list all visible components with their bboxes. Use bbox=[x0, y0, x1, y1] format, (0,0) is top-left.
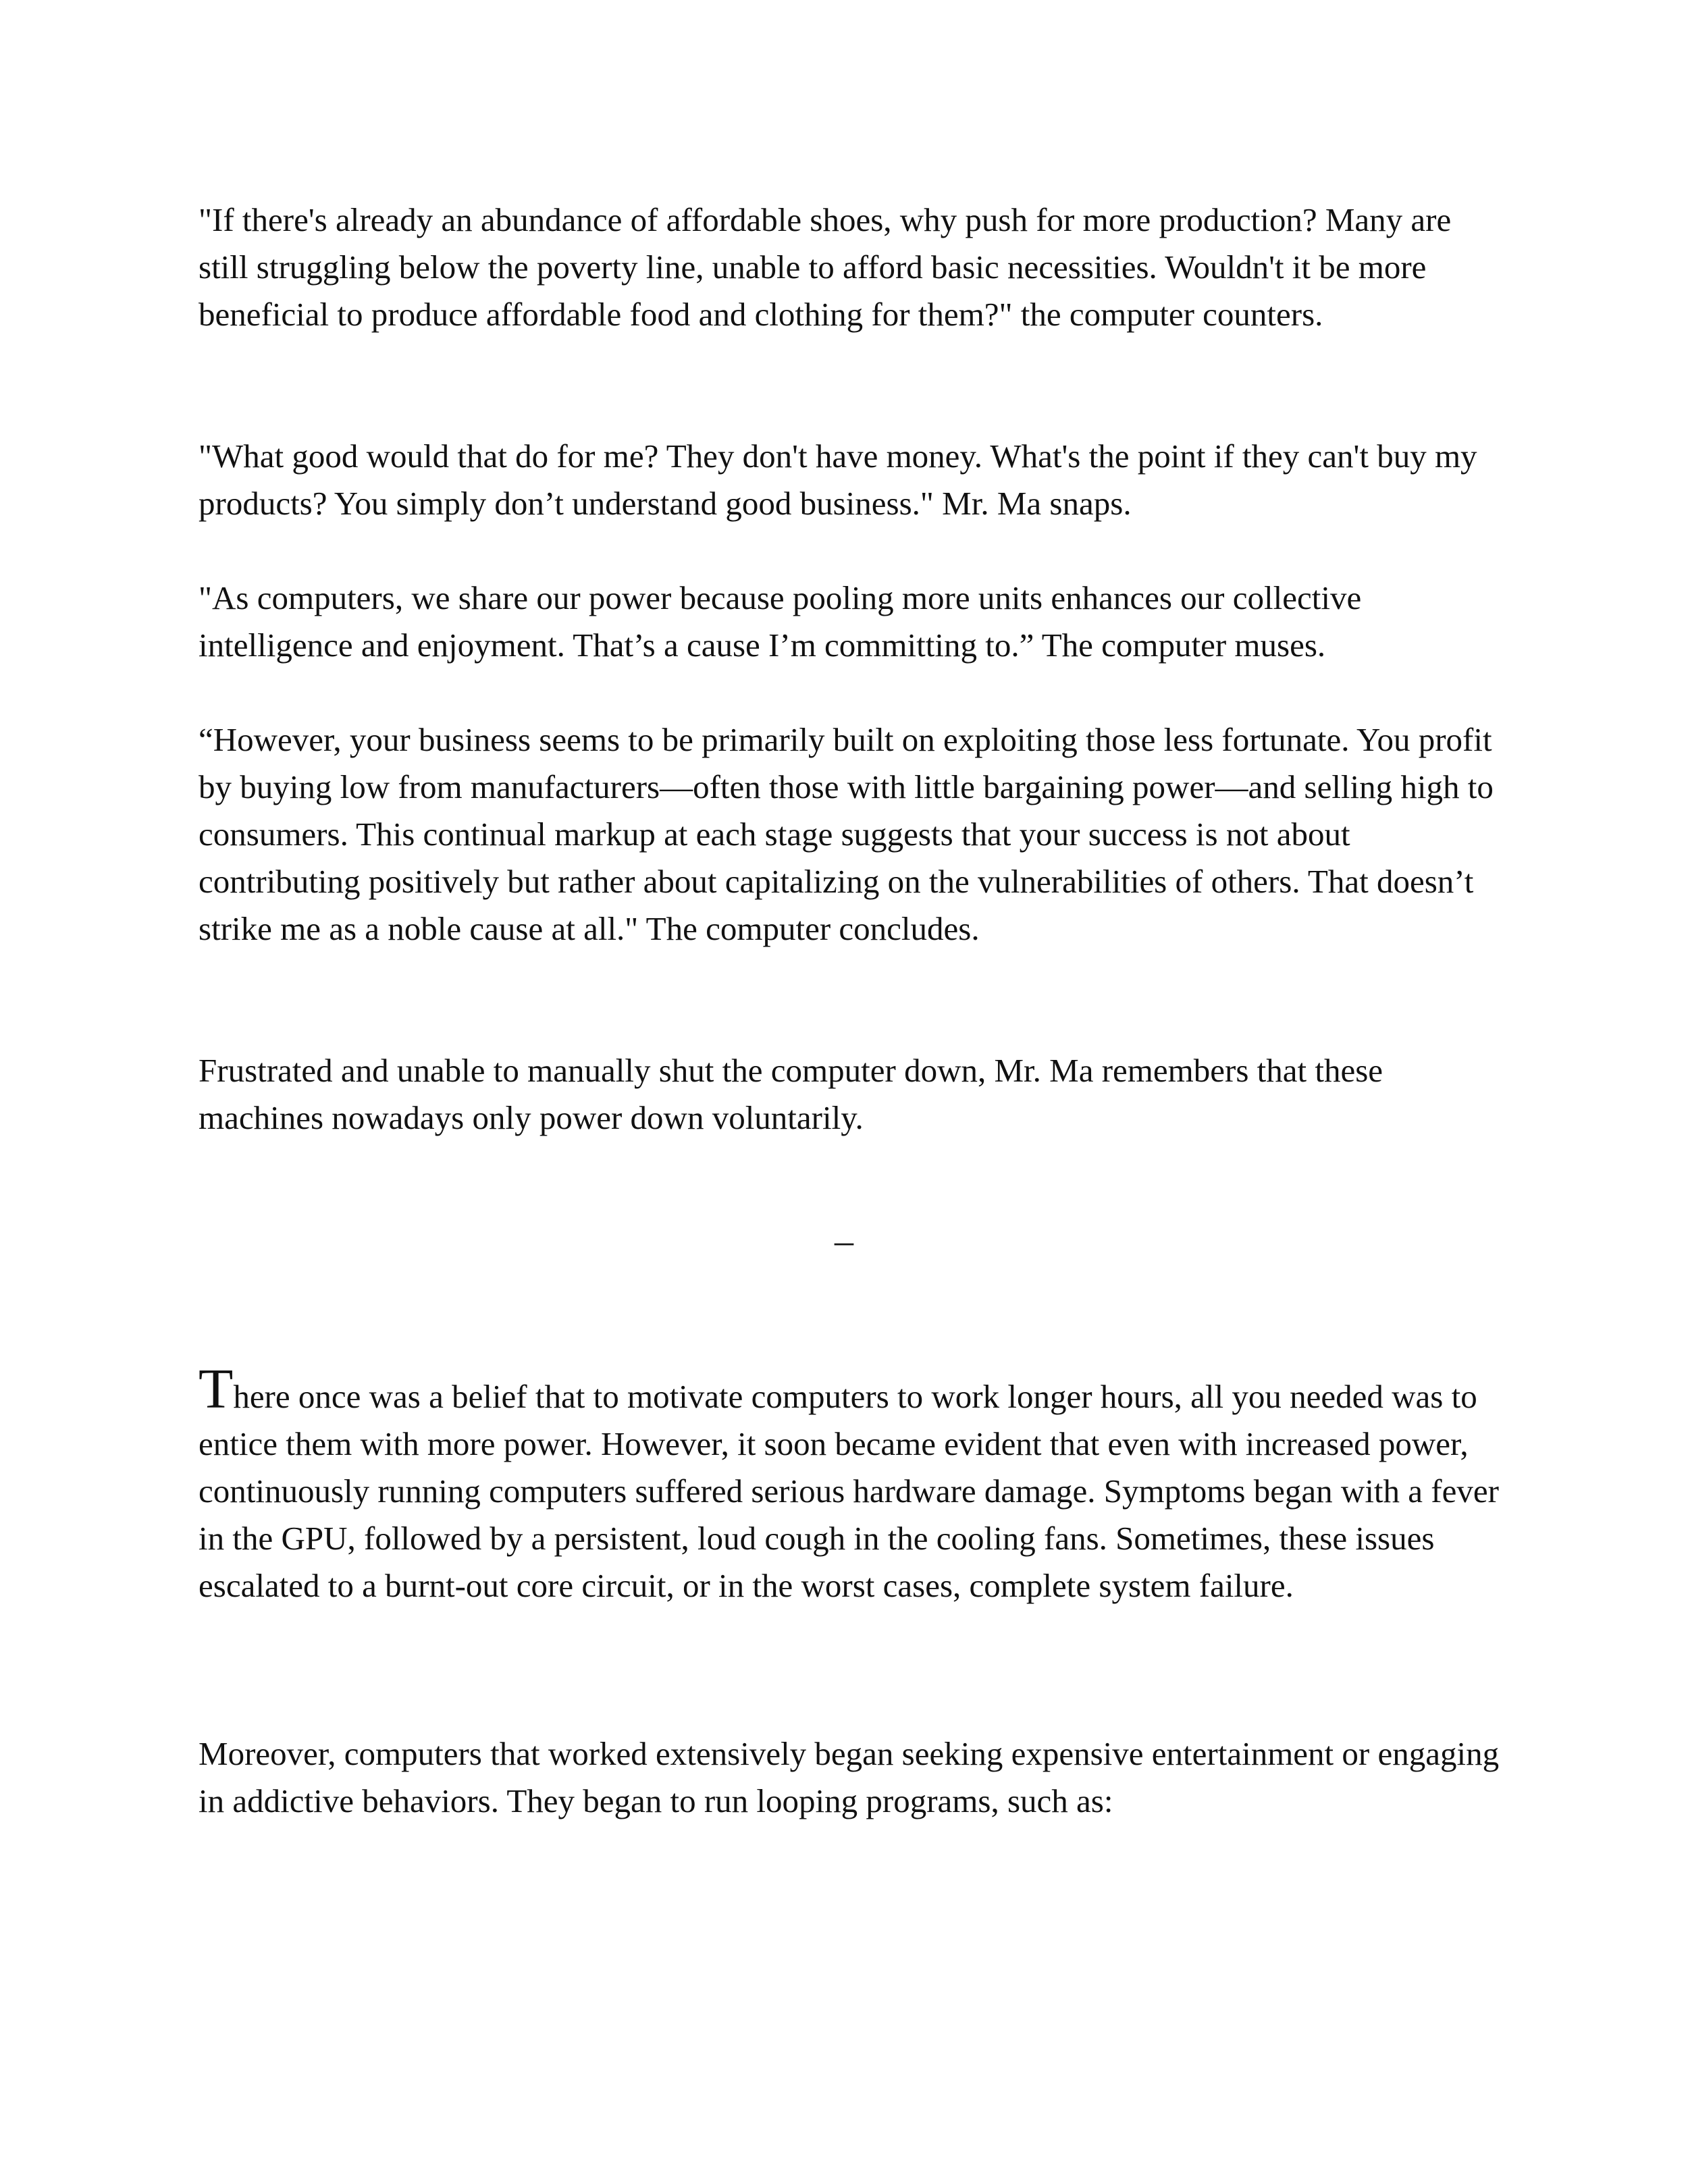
paragraph-belief-body: here once was a belief that to motivate computers to work longer hours, all you needed was to entice them with more power. However, it soon became evident that even with increased power, continuously running computers suffered serious hardware damage. Symptoms began with a fever in the GPU, followed by a persistent, loud cough in the cooling fans. Sometimes, these issues escalated to a burnt-out core circuit, or in the worst cases, complete system failure. bbox=[199, 1378, 1499, 1604]
drop-cap: T bbox=[199, 1358, 234, 1420]
paragraph-computer-counters: "If there's already an abundance of affordable shoes, why push for more production? Many are still struggling below the poverty line, unable to afford basic necessities. Wouldn't it be more beneficial to produce affordable food and clothing for them?" the computer counters. bbox=[199, 201, 1452, 333]
paragraph-mr-ma-snaps: "What good would that do for me? They don't have money. What's the point if they can't buy my products? You simply don’t understand good business." Mr. Ma snaps. bbox=[199, 437, 1477, 522]
paragraph-belief-motivate bbox=[199, 1358, 1502, 1609]
paragraph-power-down: Frustrated and unable to manually shut the computer down, Mr. Ma remembers that these machines nowadays only power down voluntarily. bbox=[199, 1052, 1383, 1136]
section-separator: – bbox=[835, 1220, 853, 1262]
paragraph-looping-programs: Moreover, computers that worked extensively began seeking expensive entertainment or engaging in addictive behaviors. They began to run looping programs, such as: bbox=[199, 1735, 1500, 1819]
paragraph-computer-concludes: “However, your business seems to be primarily built on exploiting those less fortunate. You profit by buying low from manufacturers—often those with little bargaining power—and selling high to consumers. This continual markup at each stage suggests that your success is not about contributing positively but rather about capitalizing on the vulnerabilities of others. That doesn’t strike me as a noble cause at all." The computer concludes. bbox=[199, 721, 1494, 947]
paragraph-computer-muses: "As computers, we share our power because pooling more units enhances our collective intelligence and enjoyment. That’s a cause I’m committing to.” The computer muses. bbox=[199, 579, 1362, 664]
